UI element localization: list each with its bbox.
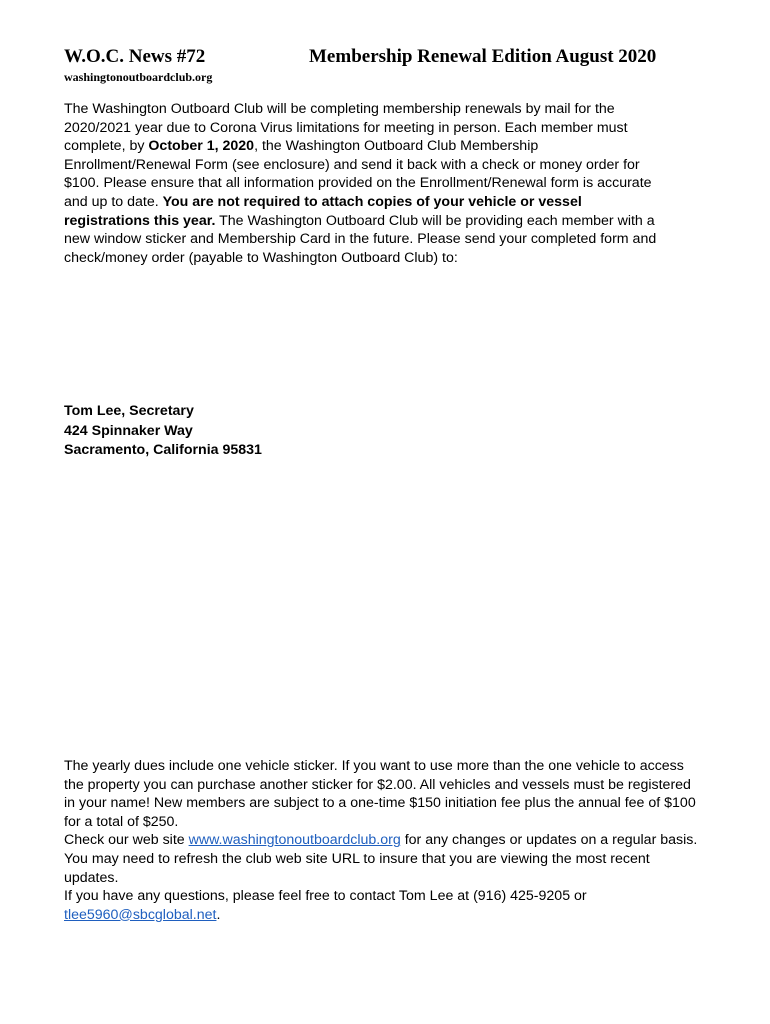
website-line: Check our web site www.washingtonoutboardclub.org for any changes or updates on a regular basis. [64, 832, 698, 849]
email-line: tlee5960@sbcglobal.net. [64, 906, 221, 923]
intro-paragraph [64, 100, 724, 267]
address-city: Sacramento, California 95831 [64, 442, 262, 458]
edition-title: Membership Renewal Edition August 2020 [309, 46, 657, 67]
contact-line: If you have any questions, please feel free to contact Tom Lee at (916) 425-9205 or [64, 888, 587, 905]
issue-title: W.O.C. News #72 [64, 46, 206, 67]
intro-line: $100. Please ensure that all information provided on the Enrollment/Renewal form is accurate [64, 175, 652, 192]
registration-notice: registrations this year. [64, 212, 216, 229]
website-subtitle: washingtonoutboardclub.org [64, 70, 213, 84]
dues-line: for a total of $250. [64, 813, 179, 830]
intro-line: The Washington Outboard Club will be completing membership renewals by mail for the [64, 101, 615, 117]
address-street: 424 Spinnaker Way [64, 422, 193, 439]
dues-paragraph [64, 757, 754, 924]
intro-line: registrations this year. The Washington Outboard Club will be providing each member with a [64, 212, 655, 229]
dues-line: in your name! New members are subject to a one-time $150 initiation fee plus the annual fee of $100 [64, 795, 696, 812]
intro-line: check/money order (payable to Washington Outboard Club) to: [64, 249, 458, 266]
deadline-date: October 1, 2020 [148, 138, 255, 155]
dues-line: updates. [64, 869, 119, 886]
email-link[interactable]: tlee5960@sbcglobal.net [64, 906, 217, 923]
address-name: Tom Lee, Secretary [64, 403, 194, 419]
website-link[interactable]: www.washingtonoutboardclub.org [188, 832, 401, 849]
intro-line: 2020/2021 year due to Corona Virus limitations for meeting in person. Each member must [64, 119, 628, 136]
intro-line: complete, by October 1, 2020, the Washington Outboard Club Membership [64, 138, 539, 155]
dues-line: the property you can purchase another sticker for $2.00. All vehicles and vessels must be registered [64, 776, 691, 793]
intro-line: and up to date. You are not required to attach copies of your vehicle or vessel [64, 193, 582, 210]
mailing-address [64, 402, 564, 461]
registration-notice: You are not required to attach copies of your vehicle or vessel [162, 193, 582, 210]
intro-line: Enrollment/Renewal Form (see enclosure) and send it back with a check or money order for [64, 156, 640, 173]
dues-line: You may need to refresh the club web site URL to insure that you are viewing the most recent [64, 850, 650, 867]
intro-line: new window sticker and Membership Card in the future. Please send your completed form and [64, 231, 657, 248]
dues-line: The yearly dues include one vehicle sticker. If you want to use more than the one vehicle to access [64, 758, 684, 774]
